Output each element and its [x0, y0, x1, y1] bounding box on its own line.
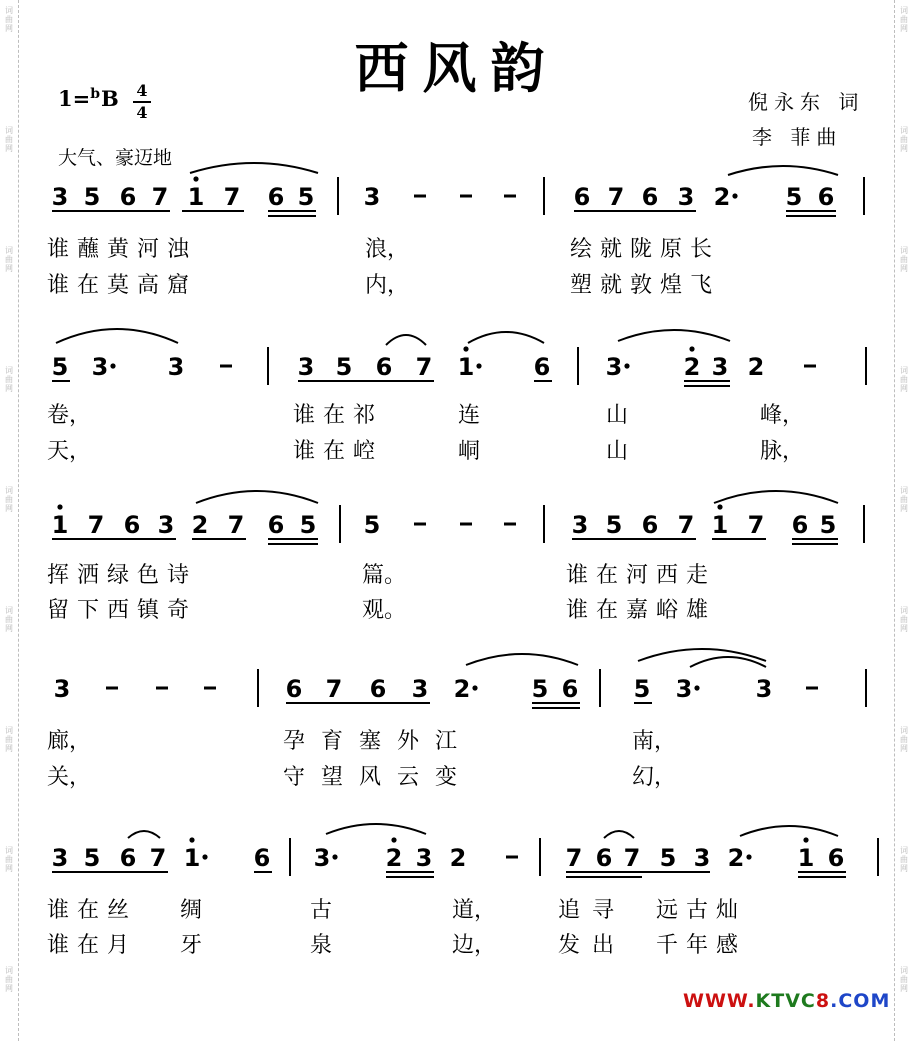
- augmentation-dot: [746, 854, 751, 859]
- watermark-left: 词曲网: [5, 606, 13, 633]
- augmentation-dot: [624, 363, 629, 368]
- left-margin-strip: [0, 0, 19, 1041]
- note-digit: 7: [149, 844, 167, 872]
- lyric-line: 边，: [452, 933, 497, 958]
- slur-arc: [618, 330, 730, 341]
- lyric-line: 谁在嘉峪雄: [566, 598, 717, 623]
- note-digit: 3: [411, 675, 429, 703]
- note-digit: 3: [677, 183, 695, 211]
- note-digit: 3: [675, 675, 693, 703]
- key-note: B: [101, 86, 119, 111]
- high-octave-dot: [689, 346, 694, 351]
- note-digit: 6: [561, 675, 579, 703]
- note-digit: 2: [385, 844, 403, 872]
- composer-credit: 李 菲曲: [752, 125, 843, 149]
- lyric-line: 天，: [47, 439, 92, 464]
- watermark-left: 词曲网: [5, 126, 13, 153]
- note-digit: 6: [817, 183, 835, 211]
- note-digit: 1: [187, 183, 205, 211]
- note-digit: 3: [53, 675, 71, 703]
- note-digit: 2: [747, 353, 765, 381]
- website-logo[interactable]: [683, 990, 890, 1012]
- time-top: 4: [136, 81, 148, 100]
- website-part: 8: [815, 990, 831, 1012]
- lyric-line: 峒: [458, 439, 481, 464]
- key-prefix: 1=: [58, 86, 91, 111]
- watermark-right: 词曲网: [900, 846, 908, 873]
- note-digit: 3: [297, 353, 315, 381]
- slur-arc: [728, 166, 838, 175]
- watermark-left: 词曲网: [5, 726, 13, 753]
- note-digit: 6: [267, 511, 285, 539]
- lyric-line: 守望风云变: [283, 765, 474, 790]
- note-digit: 1: [711, 511, 729, 539]
- augmentation-dot: [202, 854, 207, 859]
- watermark-right: 词曲网: [900, 126, 908, 153]
- note-digit: 2: [449, 844, 467, 872]
- time-signature: [133, 82, 151, 122]
- lyric-line: 塑就敦煌飞: [570, 273, 721, 298]
- note-digit: 7: [747, 511, 765, 539]
- lyric-line: 谁在月: [47, 933, 138, 958]
- augmentation-dot: [472, 685, 477, 690]
- note-digit: 3: [571, 511, 589, 539]
- slur-arc: [468, 332, 544, 343]
- note-digit: 1: [51, 511, 69, 539]
- lyric-line: 关，: [47, 765, 92, 790]
- lyric-line: 浪，: [365, 237, 410, 262]
- lyric-line: 峰，: [760, 403, 805, 428]
- note-digit: 2: [453, 675, 471, 703]
- slur-arc: [466, 654, 578, 665]
- note-digit: 5: [335, 353, 353, 381]
- watermark-left: 词曲网: [5, 846, 13, 873]
- slur-arc: [56, 329, 178, 343]
- note-digit: 5: [83, 183, 101, 211]
- note-digit: 6: [123, 511, 141, 539]
- high-octave-dot: [57, 504, 62, 509]
- watermark-right: 词曲网: [900, 606, 908, 633]
- lyric-line: 谁在丝: [47, 898, 138, 923]
- lyric-line: 卷，: [47, 403, 92, 428]
- lyric-line: 观。: [362, 598, 407, 623]
- note-digit: 6: [573, 183, 591, 211]
- note-digit: 7: [151, 183, 169, 211]
- note-digit: 5: [363, 511, 381, 539]
- high-octave-dot: [193, 176, 198, 181]
- lyric-line: 孕育塞外江: [283, 729, 474, 754]
- augmentation-dot: [110, 363, 115, 368]
- tempo-marking: 大气、豪迈地: [58, 147, 173, 169]
- slur-arc: [196, 491, 318, 503]
- note-digit: 2: [191, 511, 209, 539]
- lyric-line: 追寻: [558, 898, 627, 923]
- lyric-line: 山: [606, 403, 629, 428]
- note-digit: 3: [755, 675, 773, 703]
- note-digit: 3: [711, 353, 729, 381]
- watermark-right: 词曲网: [900, 486, 908, 513]
- slur-arc: [386, 335, 426, 345]
- slur-arc: [604, 831, 634, 838]
- website-part: KTVC: [755, 990, 816, 1012]
- lyric-line: 古: [310, 898, 333, 923]
- note-digit: 1: [797, 844, 815, 872]
- note-digit: 6: [119, 183, 137, 211]
- right-margin-strip: [894, 0, 913, 1041]
- website-part: .COM: [830, 990, 891, 1012]
- watermark-right: 词曲网: [900, 366, 908, 393]
- note-digit: 5: [785, 183, 803, 211]
- note-digit: 3: [51, 844, 69, 872]
- lyric-line: 谁在崆: [293, 439, 384, 464]
- slur-arc: [638, 649, 766, 661]
- note-digit: 7: [623, 844, 641, 872]
- time-bottom: 4: [136, 103, 148, 122]
- lyric-line: 谁在莫高窟: [47, 273, 198, 298]
- lyricist-credit: 倪永东 词: [748, 90, 865, 114]
- watermark-right: 词曲网: [900, 246, 908, 273]
- note-digit: 6: [253, 844, 271, 872]
- note-digit: 6: [641, 183, 659, 211]
- watermark-left: 词曲网: [5, 6, 13, 33]
- augmentation-dot: [732, 193, 737, 198]
- note-digit: 5: [83, 844, 101, 872]
- note-digit: 6: [533, 353, 551, 381]
- note-digit: 3: [91, 353, 109, 381]
- website-part: WWW.: [683, 990, 756, 1012]
- high-octave-dot: [803, 837, 808, 842]
- watermark-right: 词曲网: [900, 966, 908, 993]
- note-digit: 7: [223, 183, 241, 211]
- note-digit: 5: [51, 353, 69, 381]
- slur-arc: [740, 826, 838, 836]
- lyric-line: 道，: [452, 898, 497, 923]
- note-digit: 7: [565, 844, 583, 872]
- note-digit: 3: [157, 511, 175, 539]
- note-digit: 6: [595, 844, 613, 872]
- note-digit: 2: [713, 183, 731, 211]
- note-digit: 7: [607, 183, 625, 211]
- lyric-line: 留下西镇奇: [47, 598, 198, 623]
- high-octave-dot: [391, 837, 396, 842]
- note-digit: 7: [227, 511, 245, 539]
- watermark-left: 词曲网: [5, 486, 13, 513]
- note-digit: 3: [415, 844, 433, 872]
- lyric-line: 千年感: [656, 933, 747, 958]
- lyric-line: 发出: [558, 933, 627, 958]
- note-digit: 7: [415, 353, 433, 381]
- note-digit: 7: [325, 675, 343, 703]
- note-digit: 1: [457, 353, 475, 381]
- note-digit: 5: [659, 844, 677, 872]
- flat-sign: b: [90, 86, 101, 102]
- note-digit: 6: [119, 844, 137, 872]
- note-digit: 5: [819, 511, 837, 539]
- augmentation-dot: [332, 854, 337, 859]
- watermark-left: 词曲网: [5, 966, 13, 993]
- lyric-line: 南，: [632, 729, 677, 754]
- lyric-line: 谁蘸黄河浊: [47, 237, 198, 262]
- watermark-right: 词曲网: [900, 726, 908, 753]
- slur-arc: [190, 163, 318, 173]
- slur-arc: [714, 491, 838, 503]
- note-digit: 5: [605, 511, 623, 539]
- note-digit: 6: [791, 511, 809, 539]
- lyric-line: 内，: [365, 273, 410, 298]
- note-digit: 3: [693, 844, 711, 872]
- lyric-line: 谁在河西走: [566, 563, 717, 588]
- note-digit: 2: [683, 353, 701, 381]
- lyric-line: 牙: [180, 933, 203, 958]
- augmentation-dot: [694, 685, 699, 690]
- note-digit: 6: [267, 183, 285, 211]
- note-digit: 2: [727, 844, 745, 872]
- lyric-line: 脉，: [760, 439, 805, 464]
- augmentation-dot: [476, 363, 481, 368]
- slur-arc: [690, 657, 766, 667]
- slur-arc: [326, 824, 426, 834]
- lyric-line: 谁在祁: [293, 403, 384, 428]
- lyric-line: 远古灿: [656, 898, 747, 923]
- note-digit: 6: [827, 844, 845, 872]
- lyric-line: 山: [606, 439, 629, 464]
- lyric-line: 连: [458, 403, 481, 428]
- note-digit: 1: [183, 844, 201, 872]
- lyric-line: 绸: [180, 898, 203, 923]
- note-digit: 6: [369, 675, 387, 703]
- note-digit: 3: [167, 353, 185, 381]
- note-digit: 7: [87, 511, 105, 539]
- slur-arc: [128, 831, 160, 838]
- key-signature: [58, 86, 119, 111]
- lyric-line: 泉: [310, 933, 333, 958]
- lyric-line: 挥洒绿色诗: [47, 563, 198, 588]
- lyric-line: 篇。: [362, 563, 407, 588]
- high-octave-dot: [189, 837, 194, 842]
- song-title: 西风韵: [354, 36, 559, 100]
- note-digit: 6: [285, 675, 303, 703]
- high-octave-dot: [717, 504, 722, 509]
- lyric-line: 绘就陇原长: [570, 237, 721, 262]
- watermark-left: 词曲网: [5, 366, 13, 393]
- note-digit: 6: [375, 353, 393, 381]
- note-digit: 5: [297, 183, 315, 211]
- note-digit: 7: [677, 511, 695, 539]
- lyric-line: 廊，: [47, 729, 92, 754]
- watermark-right: 词曲网: [900, 6, 908, 33]
- note-digit: 3: [605, 353, 623, 381]
- high-octave-dot: [463, 346, 468, 351]
- watermark-left: 词曲网: [5, 246, 13, 273]
- lyric-line: 幻，: [632, 765, 677, 790]
- note-digit: 5: [633, 675, 651, 703]
- note-digit: 3: [313, 844, 331, 872]
- note-digit: 3: [363, 183, 381, 211]
- note-digit: 5: [531, 675, 549, 703]
- note-digit: 3: [51, 183, 69, 211]
- note-digit: 5: [299, 511, 317, 539]
- note-digit: 6: [641, 511, 659, 539]
